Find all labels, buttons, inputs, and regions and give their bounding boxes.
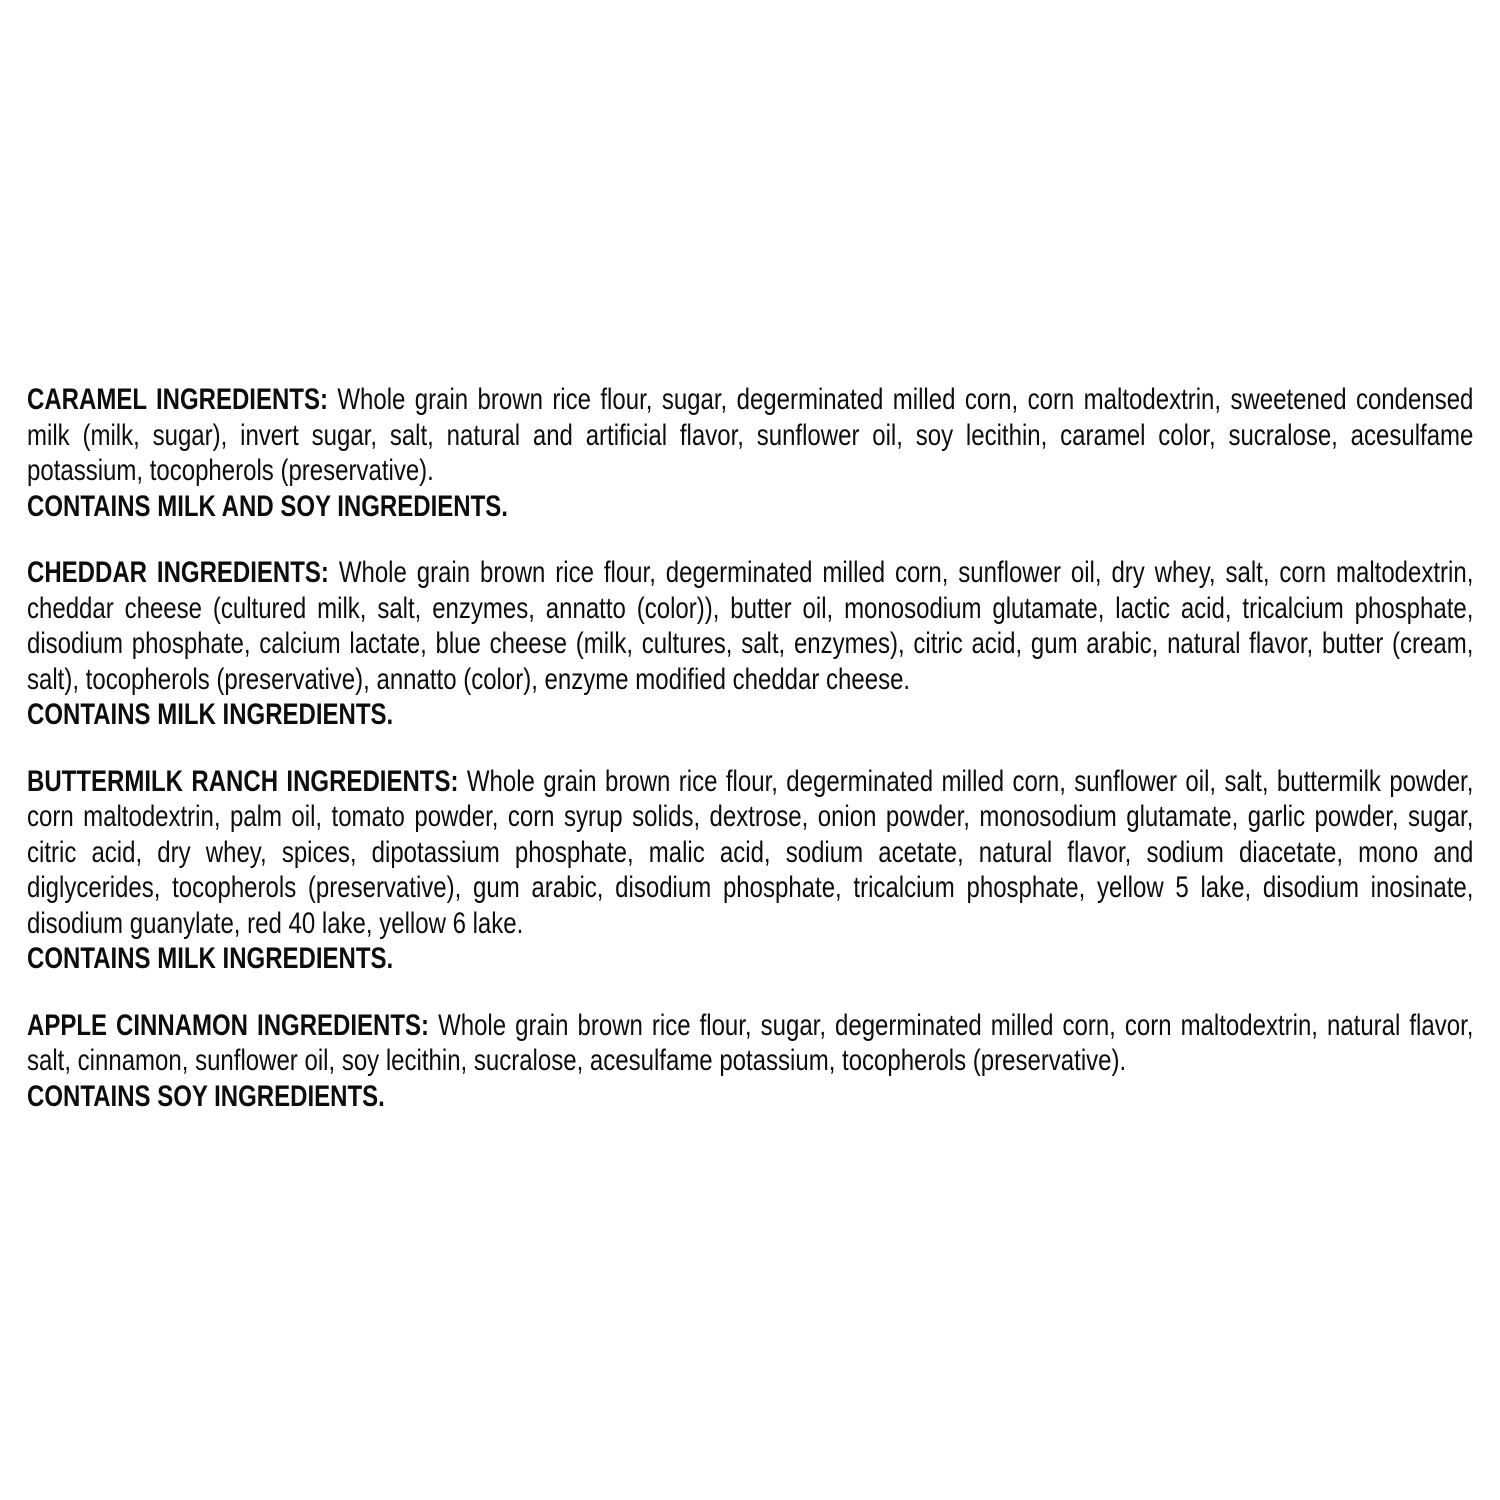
- buttermilk-ranch-allergen-statement: CONTAINS MILK INGREDIENTS.: [27, 942, 394, 975]
- section-buttermilk-ranch: [27, 764, 1473, 977]
- apple-cinnamon-ingredients-paragraph: [27, 1008, 1473, 1079]
- cheddar-allergen-statement: CONTAINS MILK INGREDIENTS.: [27, 698, 394, 731]
- ingredients-label: [27, 382, 1473, 1114]
- buttermilk-ranch-ingredients-paragraph: [27, 764, 1473, 942]
- section-caramel: [27, 382, 1473, 524]
- section-apple-cinnamon: [27, 1008, 1473, 1115]
- caramel-ingredients-paragraph: [27, 382, 1473, 489]
- section-cheddar: [27, 555, 1473, 733]
- buttermilk-ranch-ingredients-list: Whole grain brown rice flour, degerminated milled corn, sunflower oil, salt, buttermilk powder, corn maltodextrin, palm oil, tomato powder, corn syrup solids, dextrose, onion powder, monosodium glutamate, garlic powder, sugar, citric acid, dry whey, spices, dipotassium phosphate, malic acid, sodium acetate, natural flavor, sodium diacetate, mono and diglycerides, tocopherols (preservative), gum arabic, disodium phosphate, tricalcium phosphate, yellow 5 lake, disodium inosinate, disodium guanylate, red 40 lake, yellow 6 lake.: [27, 764, 1474, 940]
- cheddar-ingredients-heading: CHEDDAR INGREDIENTS:: [27, 556, 329, 589]
- cheddar-ingredients-list: Whole grain brown rice flour, degerminated milled corn, sunflower oil, dry whey, salt, corn maltodextrin, cheddar cheese (cultured milk, salt, enzymes, annatto (color)), butter oil, monosodium glutamate, lactic acid, tricalcium phosphate, disodium phosphate, calcium lactate, blue cheese (milk, cultures, salt, enzymes), citric acid, gum arabic, natural flavor, butter (cream, salt), tocopherols (preservative), annatto (color), enzyme modified cheddar cheese.: [27, 556, 1474, 696]
- caramel-ingredients-list: Whole grain brown rice flour, sugar, degerminated milled corn, corn maltodextrin, sweetened condensed milk (milk, sugar), invert sugar, salt, natural and artificial flavor, sunflower oil, soy lecithin, caramel color, sucralose, acesulfame potassium, tocopherols (preservative).: [27, 383, 1474, 487]
- apple-cinnamon-allergen-statement: CONTAINS SOY INGREDIENTS.: [27, 1079, 385, 1113]
- cheddar-ingredients-paragraph: [27, 555, 1473, 697]
- caramel-allergen-statement: CONTAINS MILK AND SOY INGREDIENTS.: [27, 489, 508, 523]
- caramel-ingredients-heading: CARAMEL INGREDIENTS:: [27, 383, 328, 416]
- apple-cinnamon-ingredients-list: Whole grain brown rice flour, sugar, degerminated milled corn, corn maltodextrin, natural flavor, salt, cinnamon, sunflower oil, soy lecithin, sucralose, acesulfame potassium, tocopherols (preservative).: [27, 1008, 1474, 1077]
- apple-cinnamon-ingredients-heading: APPLE CINNAMON INGREDIENTS:: [27, 1008, 430, 1042]
- buttermilk-ranch-ingredients-heading: BUTTERMILK RANCH INGREDIENTS:: [27, 764, 459, 798]
